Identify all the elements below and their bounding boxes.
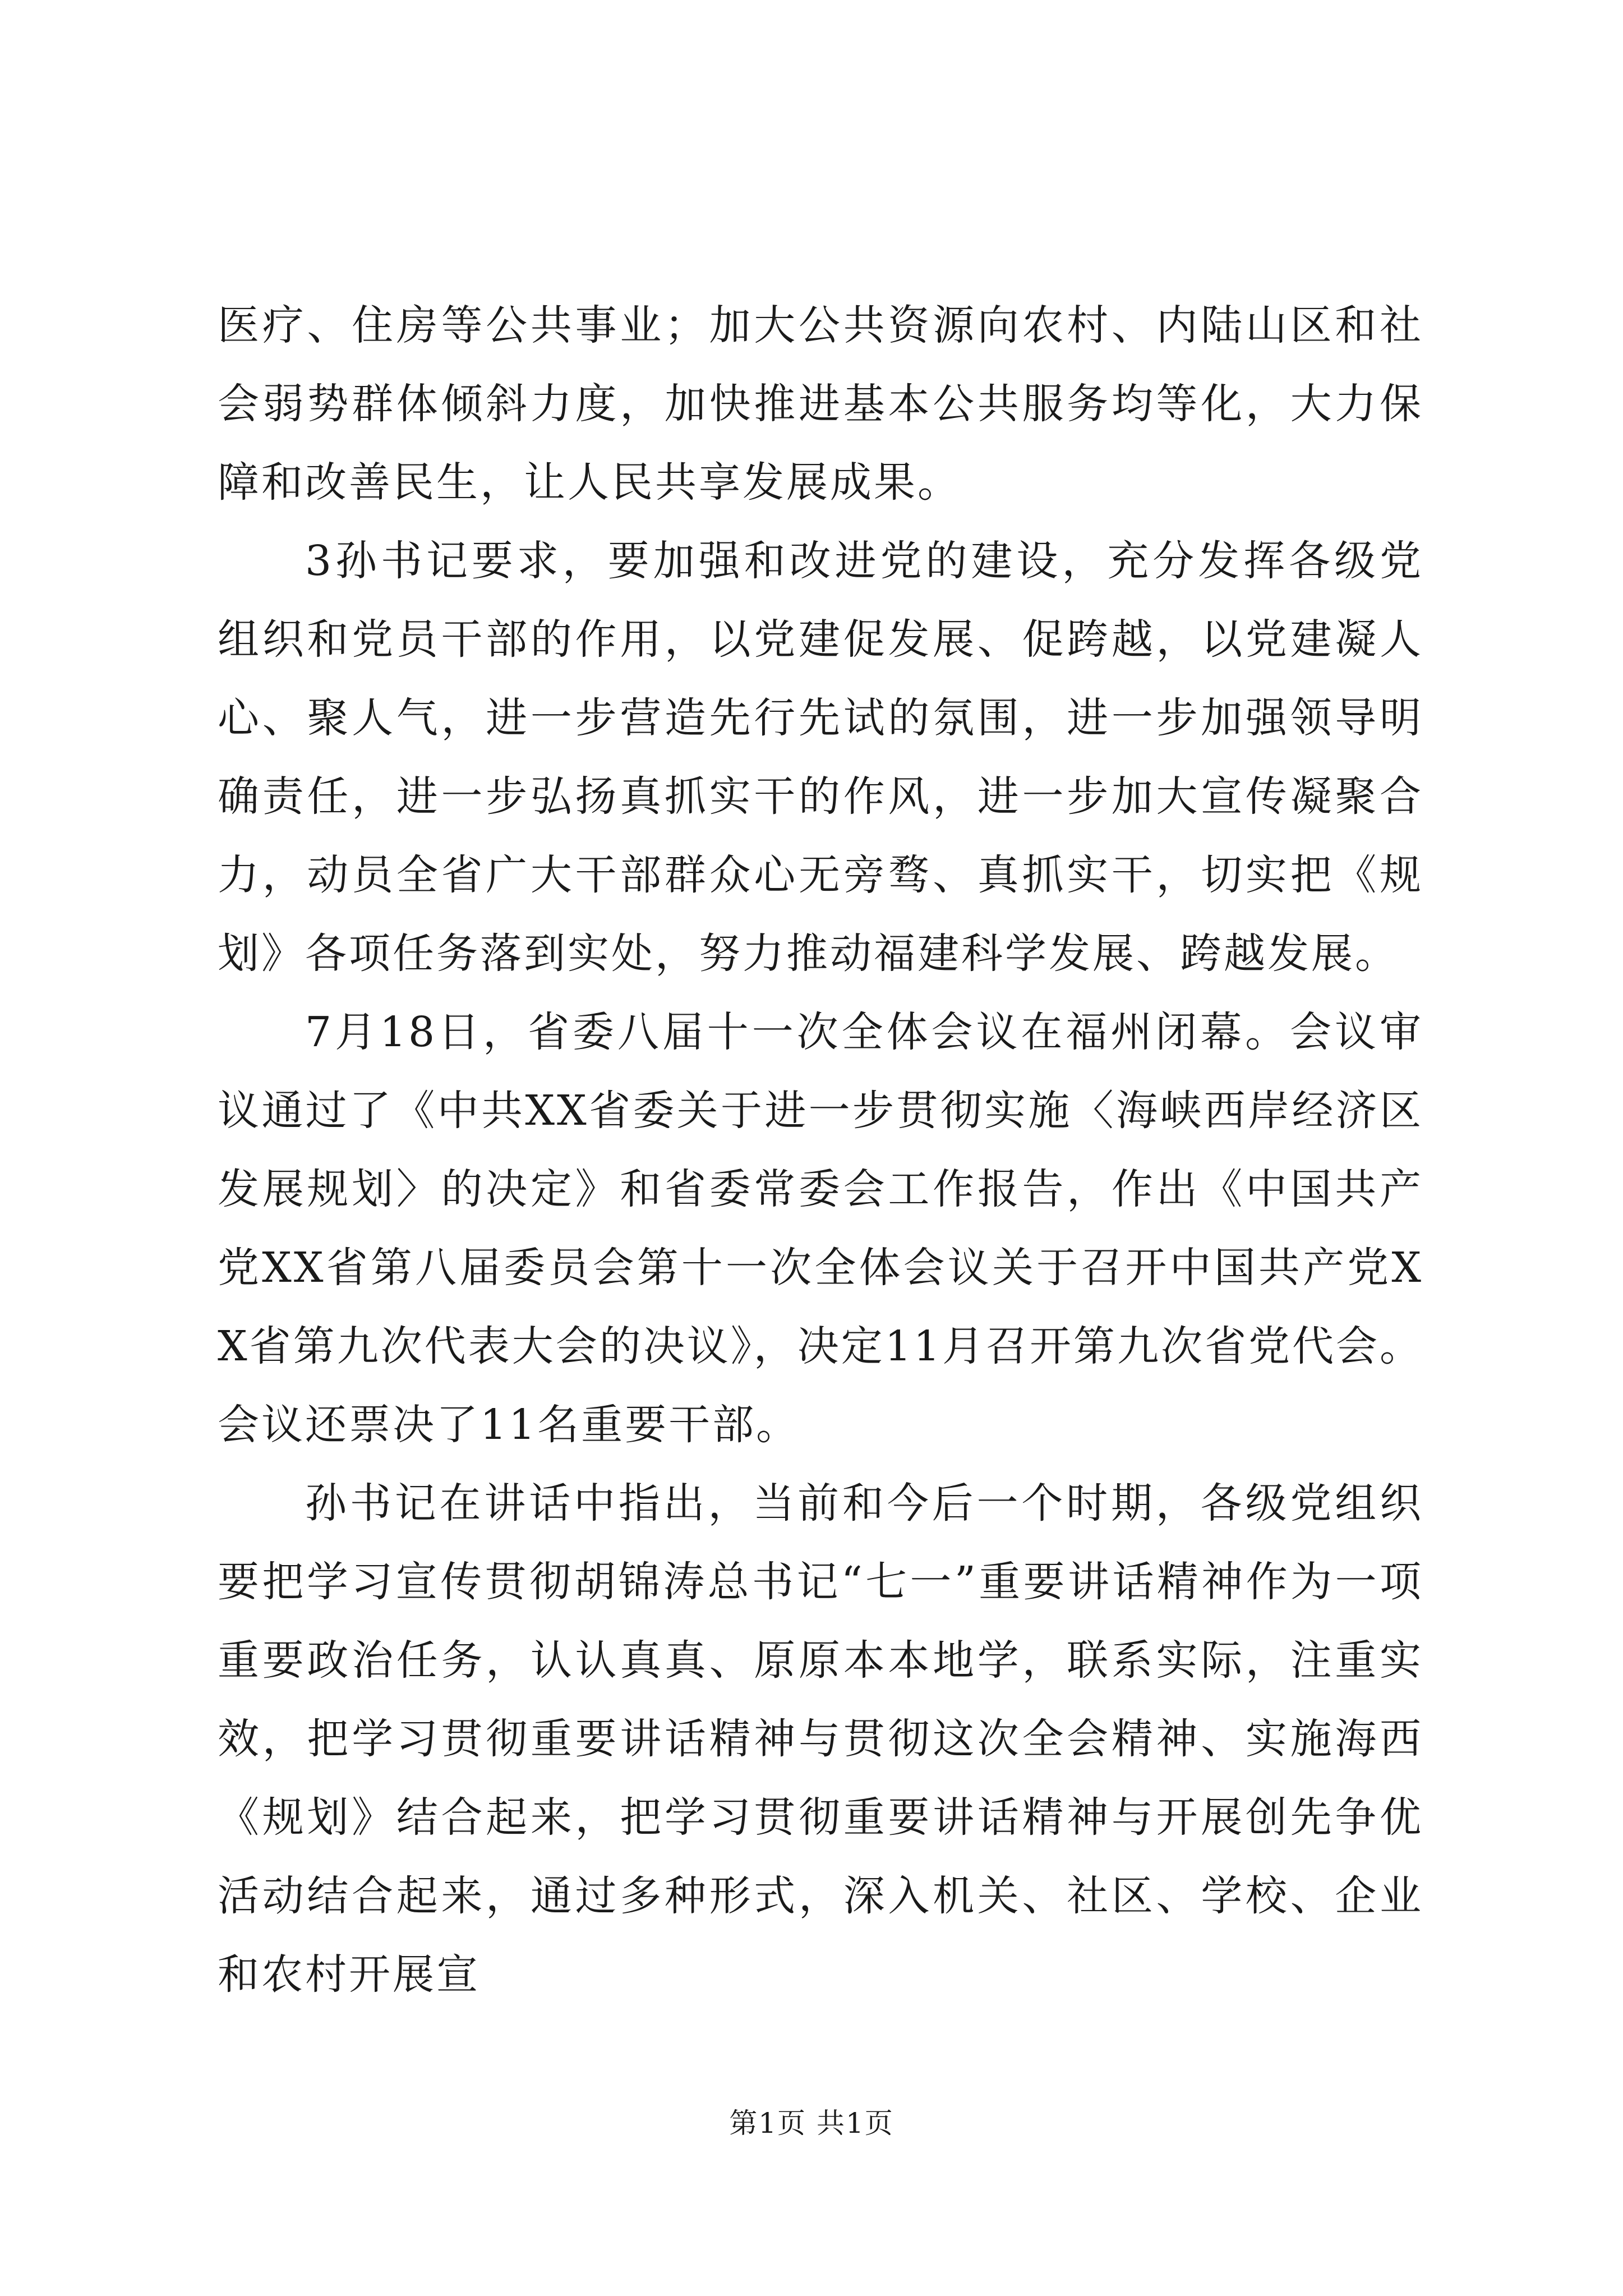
page-footer: 第1页 共1页 — [729, 2107, 894, 2139]
document-body — [218, 286, 1423, 2014]
paragraph-2: 3孙书记要求，要加强和改进党的建设，充分发挥各级党组织和党员干部的作用，以党建促发展、促跨越，以党建凝人心、聚人气，进一步营造先行先试的氛围，进一步加强领导明确责任，进一步弘扬真抓实干的作风，进一步加大宣传凝聚合力，动员全省广大干部群众心无旁骛、真抓实干，切实把《规划》各项任务落到实处，努力推动福建科学发展、跨越发展。 — [218, 537, 1423, 978]
paragraph-1: 医疗、住房等公共事业；加大公共资源向农村、内陆山区和社会弱势群体倾斜力度，加快推进基本公共服务均等化，大力保障和改善民生，让人民共享发展成果。 — [218, 301, 1423, 507]
paragraph-4: 孙书记在讲话中指出，当前和今后一个时期，各级党组织要把学习宣传贯彻胡锦涛总书记“七一”重要讲话精神作为一项重要政治任务，认认真真、原原本本地学，联系实际，注重实效，把学习贯彻重要讲话精神与贯彻这次全会精神、实施海西《规划》结合起来，把学习贯彻重要讲话精神与开展创先争优活动结合起来，通过多种形式，深入机关、社区、学校、企业和农村开展宣 — [218, 1479, 1423, 1999]
paragraph-3: 7月18日，省委八届十一次全体会议在福州闭幕。会议审议通过了《中共XX省委关于进一步贯彻实施〈海峡西岸经济区发展规划〉的决定》和省委常委会工作报告，作出《中国共产党XX省第八届委员会第十一次全体会议关于召开中国共产党XX省第九次代表大会的决议》，决定11月召开第九次省党代会。会议还票决了11名重要干部。 — [218, 1008, 1423, 1449]
